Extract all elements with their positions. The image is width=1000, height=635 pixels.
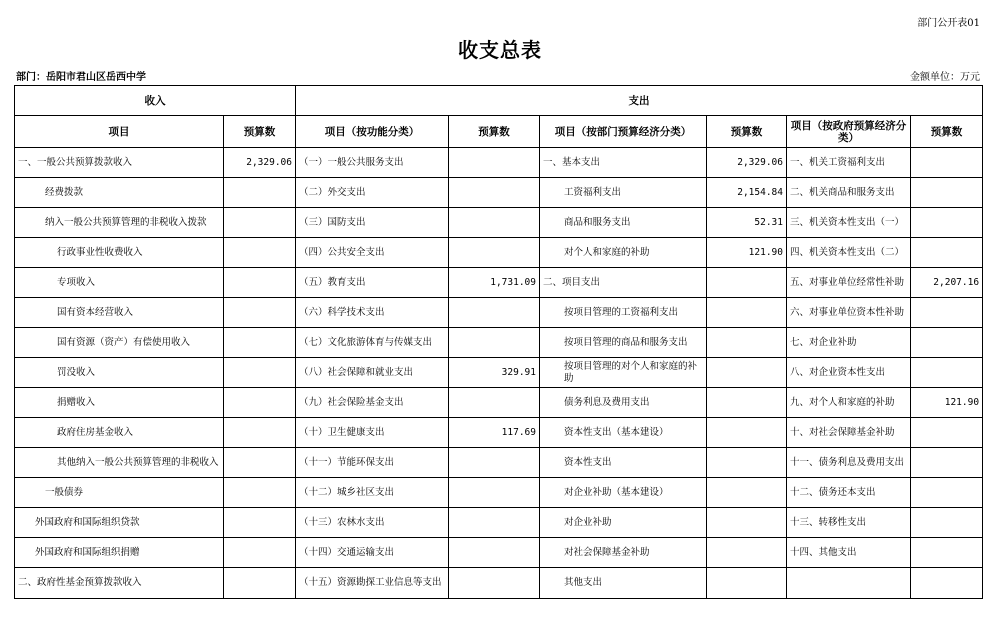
col-func-budget: 预算数 (449, 116, 540, 148)
income-item-cell: 行政事业性收费收入 (15, 238, 224, 268)
dept-budget-cell (707, 388, 787, 418)
dept-item-cell: 按项目管理的商品和服务支出 (540, 328, 707, 358)
func-budget-cell (449, 538, 540, 568)
dept-item-cell: 资本性支出（基本建设） (540, 418, 707, 448)
gov-budget-cell (911, 418, 983, 448)
dept-item-cell: 商品和服务支出 (540, 208, 707, 238)
gov-item-cell: 十、对社会保障基金补助 (787, 418, 911, 448)
func-item-cell: （四）公共安全支出 (296, 238, 449, 268)
income-budget-cell (224, 268, 296, 298)
income-budget-cell (224, 388, 296, 418)
col-func-item: 项目（按功能分类） (296, 116, 449, 148)
dept-budget-cell (707, 508, 787, 538)
func-item-cell: （十一）节能环保支出 (296, 448, 449, 478)
func-budget-cell: 117.69 (449, 418, 540, 448)
income-item-cell: 专项收入 (15, 268, 224, 298)
income-item-cell: 捐赠收入 (15, 388, 224, 418)
income-item-cell: 纳入一般公共预算管理的非税收入拨款 (15, 208, 224, 238)
income-budget-cell: 2,329.06 (224, 148, 296, 178)
func-budget-cell (449, 298, 540, 328)
gov-item-cell: 九、对个人和家庭的补助 (787, 388, 911, 418)
gov-budget-cell (911, 358, 983, 388)
income-item-cell: 一般债券 (15, 478, 224, 508)
gov-budget-cell (911, 478, 983, 508)
gov-budget-cell (911, 148, 983, 178)
gov-item-cell: 十二、债务还本支出 (787, 478, 911, 508)
gov-item-cell: 十四、其他支出 (787, 538, 911, 568)
func-budget-cell (449, 478, 540, 508)
income-item-cell: 罚没收入 (15, 358, 224, 388)
column-header-row (15, 116, 983, 148)
dept-budget-cell (707, 478, 787, 508)
income-budget-cell (224, 358, 296, 388)
income-budget-cell (224, 448, 296, 478)
table-row (15, 448, 983, 478)
func-item-cell: （七）文化旅游体育与传媒支出 (296, 328, 449, 358)
func-item-cell: （十）卫生健康支出 (296, 418, 449, 448)
gov-item-cell: 三、机关资本性支出（一） (787, 208, 911, 238)
dept-budget-cell: 2,329.06 (707, 148, 787, 178)
gov-budget-cell (911, 568, 983, 599)
dept-budget-cell: 2,154.84 (707, 178, 787, 208)
income-item-cell: 外国政府和国际组织捐赠 (15, 538, 224, 568)
gov-item-cell: 六、对事业单位资本性补助 (787, 298, 911, 328)
form-number: 部门公开表01 (917, 18, 980, 29)
func-budget-cell (449, 238, 540, 268)
income-budget-cell (224, 298, 296, 328)
func-item-cell: （六）科学技术支出 (296, 298, 449, 328)
func-budget-cell: 329.91 (449, 358, 540, 388)
income-budget-cell (224, 538, 296, 568)
func-budget-cell (449, 148, 540, 178)
gov-item-cell: 四、机关资本性支出（二） (787, 238, 911, 268)
income-budget-cell (224, 478, 296, 508)
dept-budget-cell (707, 448, 787, 478)
gov-item-cell: 八、对企业资本性支出 (787, 358, 911, 388)
dept-item-cell: 资本性支出 (540, 448, 707, 478)
gov-budget-cell (911, 178, 983, 208)
func-budget-cell (449, 508, 540, 538)
dept-item-cell: 对企业补助 (540, 508, 707, 538)
income-budget-cell (224, 568, 296, 599)
income-section-header: 收入 (15, 86, 296, 116)
col-gov-item: 项目（按政府预算经济分类） (787, 116, 911, 148)
gov-budget-cell (911, 298, 983, 328)
table-row (15, 388, 983, 418)
func-item-cell: （二）外交支出 (296, 178, 449, 208)
budget-summary-table (14, 85, 983, 599)
income-budget-cell (224, 508, 296, 538)
gov-item-cell: 十一、债务利息及费用支出 (787, 448, 911, 478)
table-row (15, 178, 983, 208)
department-label: 部门：岳阳市君山区岳西中学 (16, 72, 146, 83)
gov-item-cell (787, 568, 911, 599)
gov-budget-cell (911, 208, 983, 238)
dept-item-cell: 其他支出 (540, 568, 707, 599)
table-row (15, 418, 983, 448)
dept-budget-cell (707, 538, 787, 568)
col-income-item: 项目 (15, 116, 224, 148)
func-item-cell: （一）一般公共服务支出 (296, 148, 449, 178)
dept-item-cell: 按项目管理的对个人和家庭的补助 (540, 358, 707, 388)
income-item-cell: 经费拨款 (15, 178, 224, 208)
table-row (15, 208, 983, 238)
gov-budget-cell (911, 508, 983, 538)
table-row (15, 238, 983, 268)
table-row (15, 298, 983, 328)
col-dept-budget: 预算数 (707, 116, 787, 148)
col-dept-item: 项目（按部门预算经济分类） (540, 116, 707, 148)
dept-item-cell: 对个人和家庭的补助 (540, 238, 707, 268)
table-row (15, 538, 983, 568)
income-item-cell: 其他纳入一般公共预算管理的非税收入 (15, 448, 224, 478)
gov-budget-cell (911, 328, 983, 358)
func-budget-cell (449, 178, 540, 208)
func-item-cell: （十二）城乡社区支出 (296, 478, 449, 508)
gov-budget-cell (911, 448, 983, 478)
dept-item-cell: 对企业补助（基本建设） (540, 478, 707, 508)
gov-item-cell: 十三、转移性支出 (787, 508, 911, 538)
gov-budget-cell (911, 238, 983, 268)
dept-item-cell: 按项目管理的工资福利支出 (540, 298, 707, 328)
dept-item-cell: 债务利息及费用支出 (540, 388, 707, 418)
func-budget-cell (449, 388, 540, 418)
income-budget-cell (224, 238, 296, 268)
dept-budget-cell (707, 268, 787, 298)
dept-item-cell: 二、项目支出 (540, 268, 707, 298)
income-item-cell: 一、一般公共预算拨款收入 (15, 148, 224, 178)
func-item-cell: （十五）资源勘探工业信息等支出 (296, 568, 449, 599)
dept-budget-cell (707, 298, 787, 328)
table-row (15, 148, 983, 178)
func-item-cell: （八）社会保障和就业支出 (296, 358, 449, 388)
income-item-cell: 政府住房基金收入 (15, 418, 224, 448)
dept-budget-cell: 52.31 (707, 208, 787, 238)
func-item-cell: （五）教育支出 (296, 268, 449, 298)
func-item-cell: （九）社会保险基金支出 (296, 388, 449, 418)
dept-item-cell: 对社会保障基金补助 (540, 538, 707, 568)
table-row (15, 568, 983, 599)
gov-item-cell: 二、机关商品和服务支出 (787, 178, 911, 208)
func-item-cell: （十三）农林水支出 (296, 508, 449, 538)
table-row (15, 358, 983, 388)
section-header-row (15, 86, 983, 116)
func-budget-cell (449, 328, 540, 358)
income-item-cell: 二、政府性基金预算拨款收入 (15, 568, 224, 599)
func-item-cell: （三）国防支出 (296, 208, 449, 238)
func-budget-cell: 1,731.09 (449, 268, 540, 298)
col-income-budget: 预算数 (224, 116, 296, 148)
dept-budget-cell (707, 358, 787, 388)
income-item-cell: 国有资本经营收入 (15, 298, 224, 328)
table-row (15, 478, 983, 508)
func-budget-cell (449, 568, 540, 599)
dept-item-cell: 工资福利支出 (540, 178, 707, 208)
amount-unit-label: 金额单位：万元 (910, 72, 980, 83)
dept-budget-cell (707, 418, 787, 448)
page-title: 收支总表 (458, 38, 542, 62)
income-item-cell: 国有资源（资产）有偿使用收入 (15, 328, 224, 358)
income-item-cell: 外国政府和国际组织贷款 (15, 508, 224, 538)
table-row (15, 328, 983, 358)
income-budget-cell (224, 208, 296, 238)
gov-budget-cell: 121.90 (911, 388, 983, 418)
gov-budget-cell: 2,207.16 (911, 268, 983, 298)
dept-budget-cell: 121.90 (707, 238, 787, 268)
gov-item-cell: 七、对企业补助 (787, 328, 911, 358)
dept-budget-cell (707, 568, 787, 599)
income-budget-cell (224, 418, 296, 448)
income-budget-cell (224, 178, 296, 208)
func-budget-cell (449, 448, 540, 478)
table-row (15, 508, 983, 538)
gov-item-cell: 五、对事业单位经常性补助 (787, 268, 911, 298)
income-budget-cell (224, 328, 296, 358)
func-item-cell: （十四）交通运输支出 (296, 538, 449, 568)
dept-item-cell: 一、基本支出 (540, 148, 707, 178)
gov-budget-cell (911, 538, 983, 568)
func-budget-cell (449, 208, 540, 238)
expense-section-header: 支出 (296, 86, 983, 116)
dept-budget-cell (707, 328, 787, 358)
col-gov-budget: 预算数 (911, 116, 983, 148)
table-row (15, 268, 983, 298)
gov-item-cell: 一、机关工资福利支出 (787, 148, 911, 178)
